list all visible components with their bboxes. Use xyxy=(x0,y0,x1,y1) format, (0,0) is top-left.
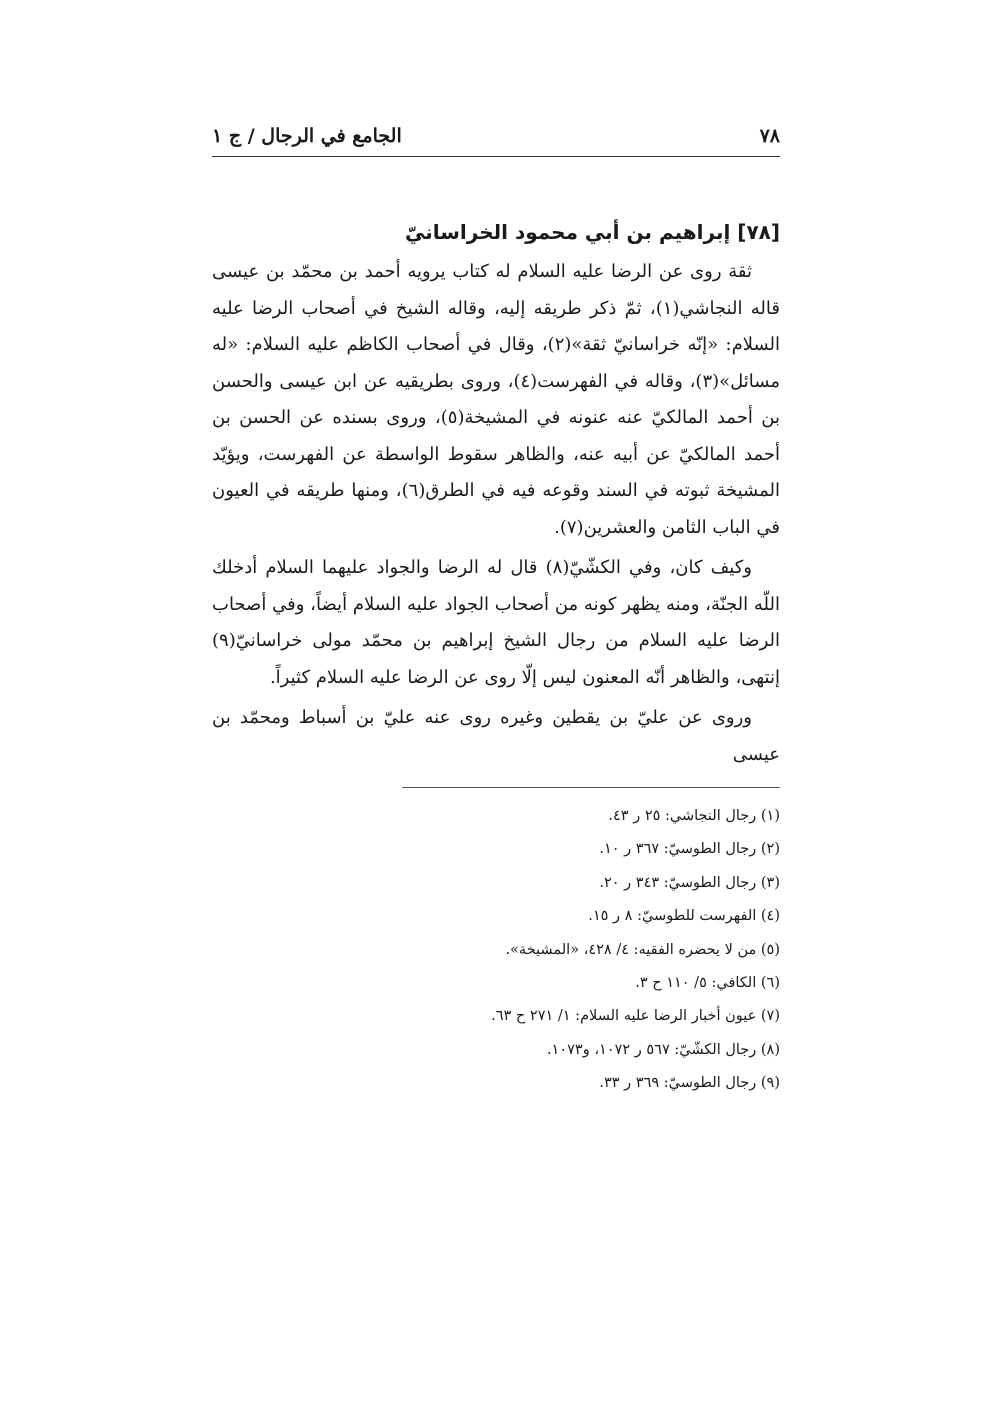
main-text xyxy=(212,212,780,777)
paragraph-3: وروى عن عليّ بن يقطين وغيره روى عنه عليّ بن أسباط ومحمّد بن عيسى xyxy=(212,707,780,765)
footnote-5: (٥) من لا يحضره الفقيه: ٤/ ٤٢٨، «المشيخة». xyxy=(505,941,780,958)
paragraph-2: وكيف كان، وفي الكشّيّ(٨) قال له الرضا والجواد عليهما السلام أدخلك اللّه الجنّة، ومنه يظهر كونه من أصحاب الجواد عليه السلام أيضاً، وفي أصحاب الرضا عليه السلام من رجال الشيخ إبراهيم بن محمّد مولى خراسانيّ(٩) إنتهى، والظاهر أنّه المعنون ليس إلّا روى عن الرضا عليه السلام كثيراً. xyxy=(212,557,780,688)
footnote-6: (٦) الكافي: ٥/ ١١٠ ح ٣. xyxy=(635,975,780,992)
book-title: الجامع في الرجال / ج ١ xyxy=(212,125,402,147)
footnotes-list xyxy=(212,800,780,1101)
footnote-7: (٧) عيون أخبار الرضا عليه السلام: ١/ ٢٧١ ح ٦٣. xyxy=(491,1008,780,1025)
footnote-2: (٢) رجال الطوسيّ: ٣٦٧ ر ١٠. xyxy=(599,841,780,858)
footnote-4: (٤) الفهرست للطوسيّ: ٨ ر ١٥. xyxy=(588,908,780,925)
running-head xyxy=(212,118,780,154)
header-divider xyxy=(212,156,780,157)
footnote-9: (٩) رجال الطوسيّ: ٣٦٩ ر ٣٣. xyxy=(599,1075,780,1092)
paragraph-1: ثقة روى عن الرضا عليه السلام له كتاب يرويه أحمد بن محمّد بن عيسى قاله النجاشي(١)، ثمّ ذكر طريقه إليه، وقاله الشيخ في أصحاب الرضا عليه السلام: «إنّه خراسانيّ ثقة»(٢)، وقال في أصحاب الكاظم عليه السلام: «له مسائل»(٣)، وقاله في الفهرست(٤)، وروى بطريقيه عن ابن عيسى والحسن بن أحمد المالكيّ عنه عنونه في المشيخة(٥)، وروى بسنده عن الحسن بن أحمد المالكيّ عن أبيه عنه، والظاهر سقوط الواسطة عن الفهرست، ويؤيّد المشيخة ثبوته في السند وقوعه فيه في الطرق(٦)، ومنها طريقه في العيون في الباب الثامن والعشرين(٧). xyxy=(212,261,780,538)
page-number: ٧٨ xyxy=(759,125,780,147)
footnote-divider xyxy=(402,787,780,788)
entry-title: [٧٨] إبراهيم بن أبي محمود الخراسانيّ xyxy=(404,220,780,244)
footnote-1: (١) رجال النجاشي: ٢٥ ر ٤٣. xyxy=(608,808,780,824)
footnote-8: (٨) رجال الكشّيّ: ٥٦٧ ر ١٠٧٢، و١٠٧٣. xyxy=(546,1041,780,1058)
footnote-3: (٣) رجال الطوسيّ: ٣٤٣ ر ٢٠. xyxy=(599,874,780,891)
